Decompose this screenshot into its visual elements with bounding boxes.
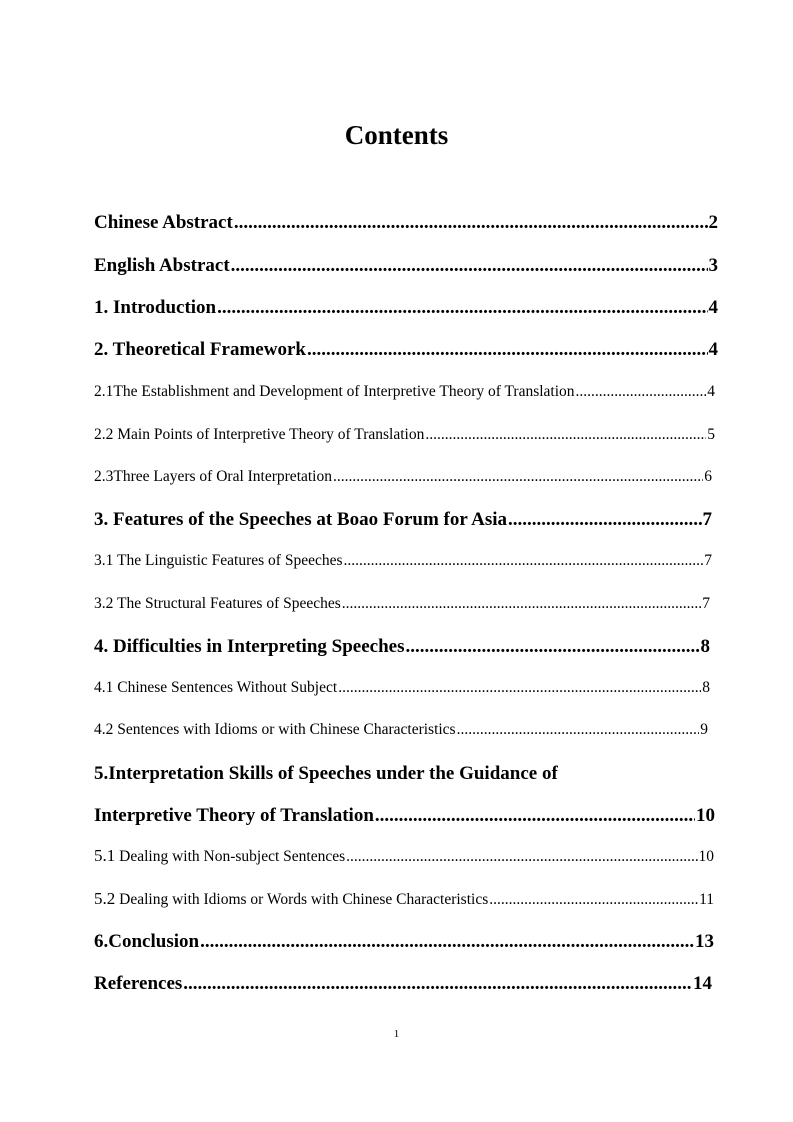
dot-leader: [425, 426, 706, 444]
toc-entry-label: 6.Conclusion: [94, 931, 200, 952]
toc-page-number: 11: [699, 891, 714, 908]
toc-entry-5-2[interactable]: [94, 889, 714, 909]
toc-page-number: 13: [695, 931, 714, 952]
dot-leader: [200, 931, 694, 953]
dot-leader: [489, 891, 698, 909]
toc-entry-features-of-speeches[interactable]: [94, 509, 712, 531]
toc-entry-2-2[interactable]: [94, 426, 715, 444]
toc-page-number: 4: [708, 339, 718, 360]
dot-leader: [231, 255, 708, 277]
page-title: Contents: [344, 120, 449, 150]
dot-leader: [333, 468, 703, 486]
toc-page-number: 9: [700, 721, 708, 738]
toc-entry-label: 5.Interpretation Skills of Speeches under the Guidance of: [94, 763, 558, 784]
toc-entry-label: References: [94, 973, 183, 994]
toc-page-number: 6: [704, 468, 712, 485]
toc-entry-label: 5.2 Dealing with Idioms or Words with Chinese Characteristics: [94, 889, 489, 908]
toc-entry-label: 3. Features of the Speeches at Boao Forum for Asia: [94, 509, 508, 530]
toc-page-number: 14: [693, 973, 712, 994]
toc-entry-label: 2.1The Establishment and Development of Interpretive Theory of Translation: [94, 383, 575, 400]
toc-page-number: 8: [700, 636, 710, 657]
toc-page-number: 3: [708, 255, 718, 276]
toc-entry-conclusion[interactable]: [94, 931, 714, 953]
toc-entry-interpretive-theory[interactable]: [94, 805, 715, 827]
toc-entry-5-1[interactable]: [94, 846, 714, 866]
toc-entry-4-1[interactable]: [94, 679, 710, 697]
toc-page-number: 4: [708, 297, 718, 318]
toc-entry-label: 2. Theoretical Framework: [94, 339, 306, 360]
toc-entry-label: 4. Difficulties in Interpreting Speeches: [94, 636, 405, 657]
toc-entry-3-2[interactable]: [94, 595, 710, 613]
toc-entry-4-2[interactable]: [94, 721, 708, 739]
toc-entry-label: Interpretive Theory of Translation: [94, 805, 374, 826]
dot-leader: [406, 636, 700, 658]
toc-entry-2-1[interactable]: [94, 383, 715, 401]
toc-entry-label: 2.3Three Layers of Oral Interpretation: [94, 468, 332, 485]
dot-leader: [346, 848, 697, 866]
toc-page-number: 7: [702, 509, 712, 530]
toc-page-number: 10: [696, 805, 715, 826]
page-number: 1: [393, 1028, 400, 1040]
toc-page-number: 7: [702, 595, 710, 612]
toc-page-number: 4: [707, 383, 715, 400]
toc-entry-theoretical-framework[interactable]: [94, 339, 718, 361]
toc-entry-label: 3.2 The Structural Features of Speeches: [94, 595, 341, 612]
dot-leader: [342, 595, 701, 613]
dot-leader: [307, 339, 708, 361]
toc-entry-label: 4.1 Chinese Sentences Without Subject: [94, 679, 338, 696]
toc-entry-difficulties[interactable]: [94, 636, 710, 658]
toc-entry-interpretation-skills[interactable]: [94, 763, 558, 785]
dot-leader: [508, 509, 701, 531]
toc-entry-references[interactable]: [94, 973, 712, 995]
toc-entry-3-1[interactable]: [94, 552, 712, 570]
dot-leader: [344, 552, 704, 570]
dot-leader: [375, 805, 695, 827]
toc-entry-label: 2.2 Main Points of Interpretive Theory of Translation: [94, 426, 425, 443]
toc-entry-2-3[interactable]: [94, 468, 712, 486]
toc-page-number: 5: [707, 426, 715, 443]
dot-leader: [234, 212, 708, 234]
toc-entry-label: Chinese Abstract: [94, 212, 233, 233]
dot-leader: [457, 721, 700, 739]
dot-leader: [183, 973, 692, 995]
toc-entry-introduction[interactable]: [94, 297, 718, 319]
table-of-contents: [94, 0, 718, 1122]
toc-entry-english-abstract[interactable]: [94, 255, 718, 277]
toc-page-number: 7: [704, 552, 712, 569]
toc-page-number: 2: [708, 212, 718, 233]
toc-entry-chinese-abstract[interactable]: [94, 212, 718, 234]
toc-page-number: 8: [702, 679, 710, 696]
dot-leader: [217, 297, 707, 319]
toc-entry-label: 4.2 Sentences with Idioms or with Chinese Characteristics: [94, 721, 456, 738]
toc-entry-label: 5.1 Dealing with Non-subject Sentences: [94, 846, 346, 865]
toc-page-number: 10: [698, 848, 714, 865]
toc-entry-label: English Abstract: [94, 255, 230, 276]
dot-leader: [338, 679, 701, 697]
toc-entry-label: 1. Introduction: [94, 297, 217, 318]
toc-entry-label: 3.1 The Linguistic Features of Speeches: [94, 552, 343, 569]
dot-leader: [576, 383, 707, 401]
